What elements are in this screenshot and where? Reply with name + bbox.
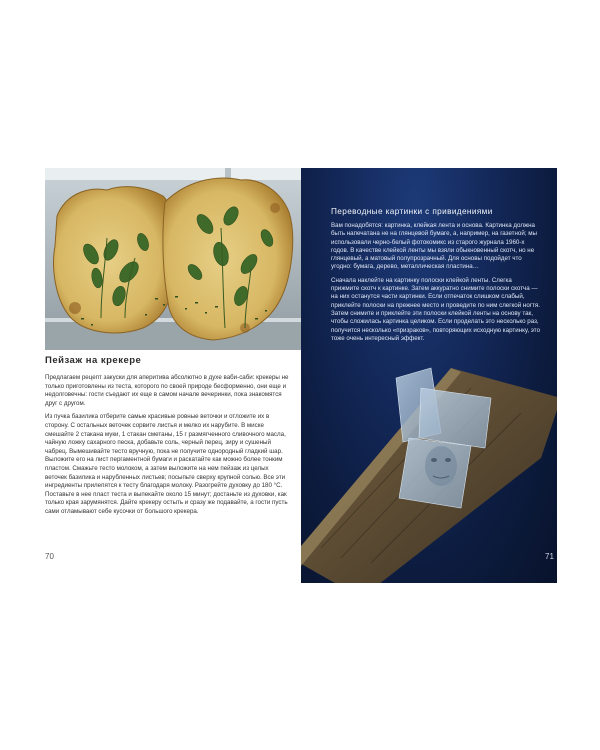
left-paragraph: Предлагаем рецепт закуски для аперитива абсолютно в духе ваби-саби: крекеры не только приготовлены из теста, которого по своей природе бесформенно, они еще и недолговечны: гости съедают их еще в самом начале вечеринки, пока знакомятся друг с другом. <box>45 374 289 407</box>
right-page-text <box>331 207 541 348</box>
left-page-title: Пейзаж на крекере <box>45 355 142 366</box>
right-paragraph: Вам понадобятся: картинка, клейкая лента и основа. Картинка должна быть напечатана не на глянцевой бумаге, а, например, на газетной; мы использовали черно-белый фотокомикс из старого журнала 1960-х годов. В качестве клейкой ленты мы взяли обыкновенный скотч, но не глянцевый, а матовый полупрозрачный. Для основы подойдет что угодно: бумага, дерево, металлическая пластина… <box>331 222 537 271</box>
right-page-body <box>331 222 541 343</box>
left-page <box>45 168 301 583</box>
left-page-body <box>45 374 291 522</box>
page-number-right: 71 <box>545 552 554 561</box>
left-paragraph: Из пучка базилика отберите самые красивые ровные веточки и отложите их в сторону. С остальных веточек сорвите листья и мелко их нарубите. В миске смешайте 2 стакана муки, 1 стакан сметаны, 15 г размягченного сливочного масла, чайную ложку сахарного песка, добавьте соль, черный перец, зиру и сушеный чабрец. Вымешивайте тесто вручную, пока не получите однородный гладкий шар. Выложите его на лист пергаментной бумаги и раскатайте как можно более тонким пластом. Смажьте тесто молоком, а затем выложите на нем пейзаж из целых веточек базилика и нарубленных листьев; посыпьте сверху крупной солью. Все эти ингредиенты прилепятся к тесту благодаря молоку. Разогрейте духовку до 180 °С. Поставьте в нее пласт теста и выпекайте около 15 минут; достаньте из духовки, как только края зарумянятся. Дайте крекеру остыть и сразу же подавайте, а гости пусть сами отламывают себе кусочки от большого крекера. <box>45 413 288 515</box>
book-spread <box>45 168 557 583</box>
page-number-left: 70 <box>45 552 54 561</box>
right-page-title: Переводные картинки с привидениями <box>331 207 493 216</box>
right-paragraph: Сначала наклейте на картинку полоски клейкой ленты. Слегка прижмите скотч к картинке. Затем аккуратно снимите полоски скотча — на них останутся части картинки. Если отпечаток слишком слабый, приклейте полоски на прежнее место и проведите по ним слегкой ногтя. Затем снимите и приклейте эти полоски клейкой ленты на основу так, чтобы сложилась картинка целиком. Если проделать это несколько раз, получится несколько «призраков», повторяющих исходную картинку, это тоже очень интересный эффект. <box>331 276 541 342</box>
wooden-board-photo <box>301 338 557 583</box>
cracker-photo <box>45 168 301 350</box>
right-page <box>301 168 557 583</box>
